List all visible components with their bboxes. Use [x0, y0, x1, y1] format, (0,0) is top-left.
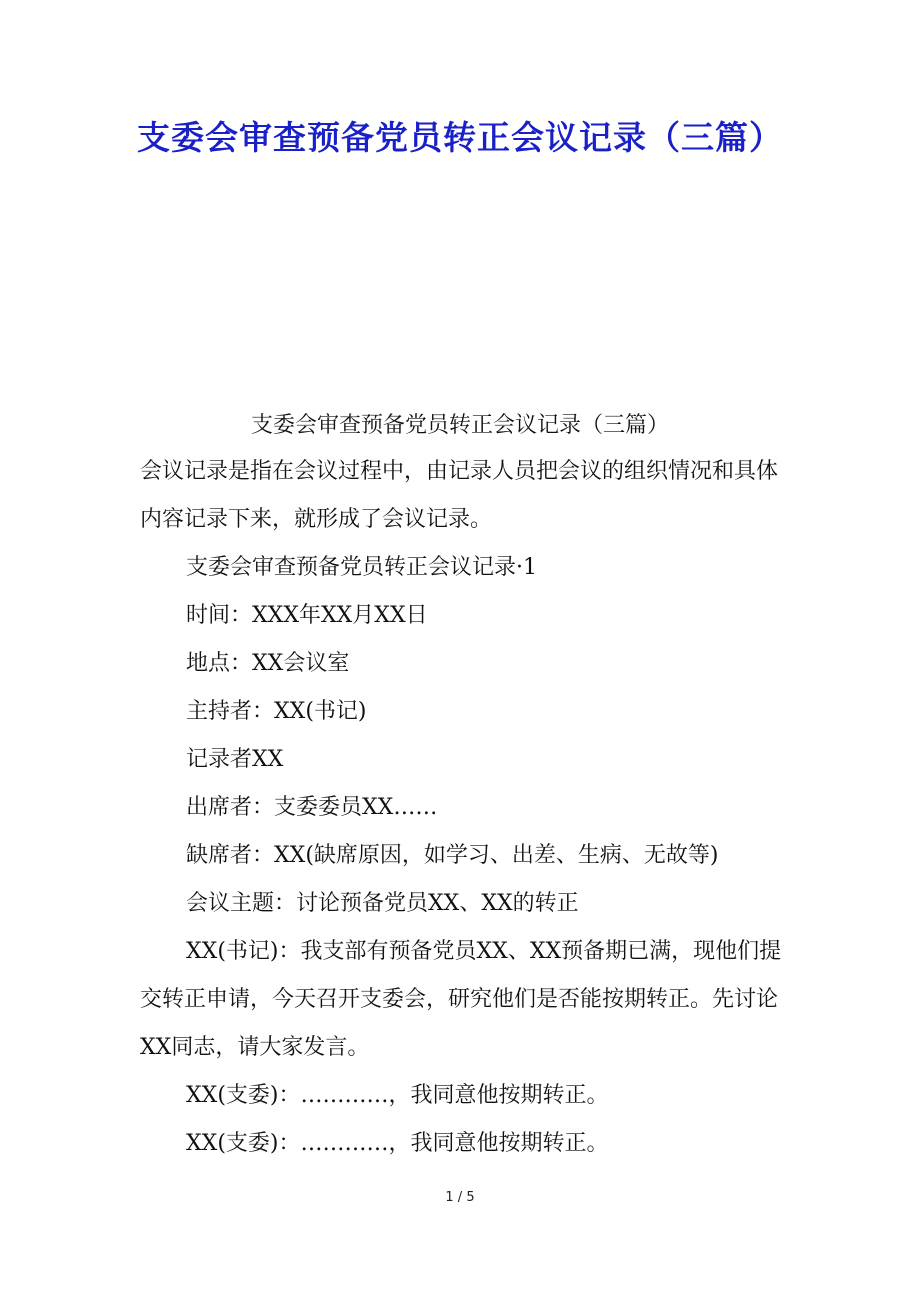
document-body — [140, 448, 782, 1168]
record-heading: 支委会审查预备党员转正会议记录·1 — [186, 555, 537, 580]
meeting-time: 时间：XXX年XX月XX日 — [186, 603, 428, 628]
member-speech: XX(支委)：…………，我同意他按期转正。 — [186, 1083, 609, 1108]
meeting-recorder: 记录者XX — [186, 747, 284, 772]
document-title: 支委会审查预备党员转正会议记录（三篇） — [137, 118, 783, 157]
meeting-topic: 会议主题：讨论预备党员XX、XX的转正 — [186, 891, 579, 916]
document-subtitle: 支委会审查预备党员转正会议记录（三篇） — [250, 413, 669, 438]
intro-paragraph: 会议记录是指在会议过程中，由记录人员把会议的组织情况和具体内容记录下来，就形成了会议记录。 — [140, 459, 779, 532]
meeting-host: 主持者：XX(书记) — [186, 699, 367, 724]
member-speech: XX(支委)：…………，我同意他按期转正。 — [186, 1131, 609, 1156]
secretary-speech: XX(书记)：我支部有预备党员XX、XX预备期已满，现他们提交转正申请，今天召开支委会，研究他们是否能按期转正。先讨论XX同志，请大家发言。 — [140, 939, 782, 1060]
meeting-absentees: 缺席者：XX(缺席原因，如学习、出差、生病、无故等) — [186, 843, 719, 868]
meeting-place: 地点：XX会议室 — [186, 651, 350, 676]
page-number: 1 / 5 — [445, 1190, 475, 1205]
meeting-attendees: 出席者：支委委员XX…… — [186, 795, 438, 820]
